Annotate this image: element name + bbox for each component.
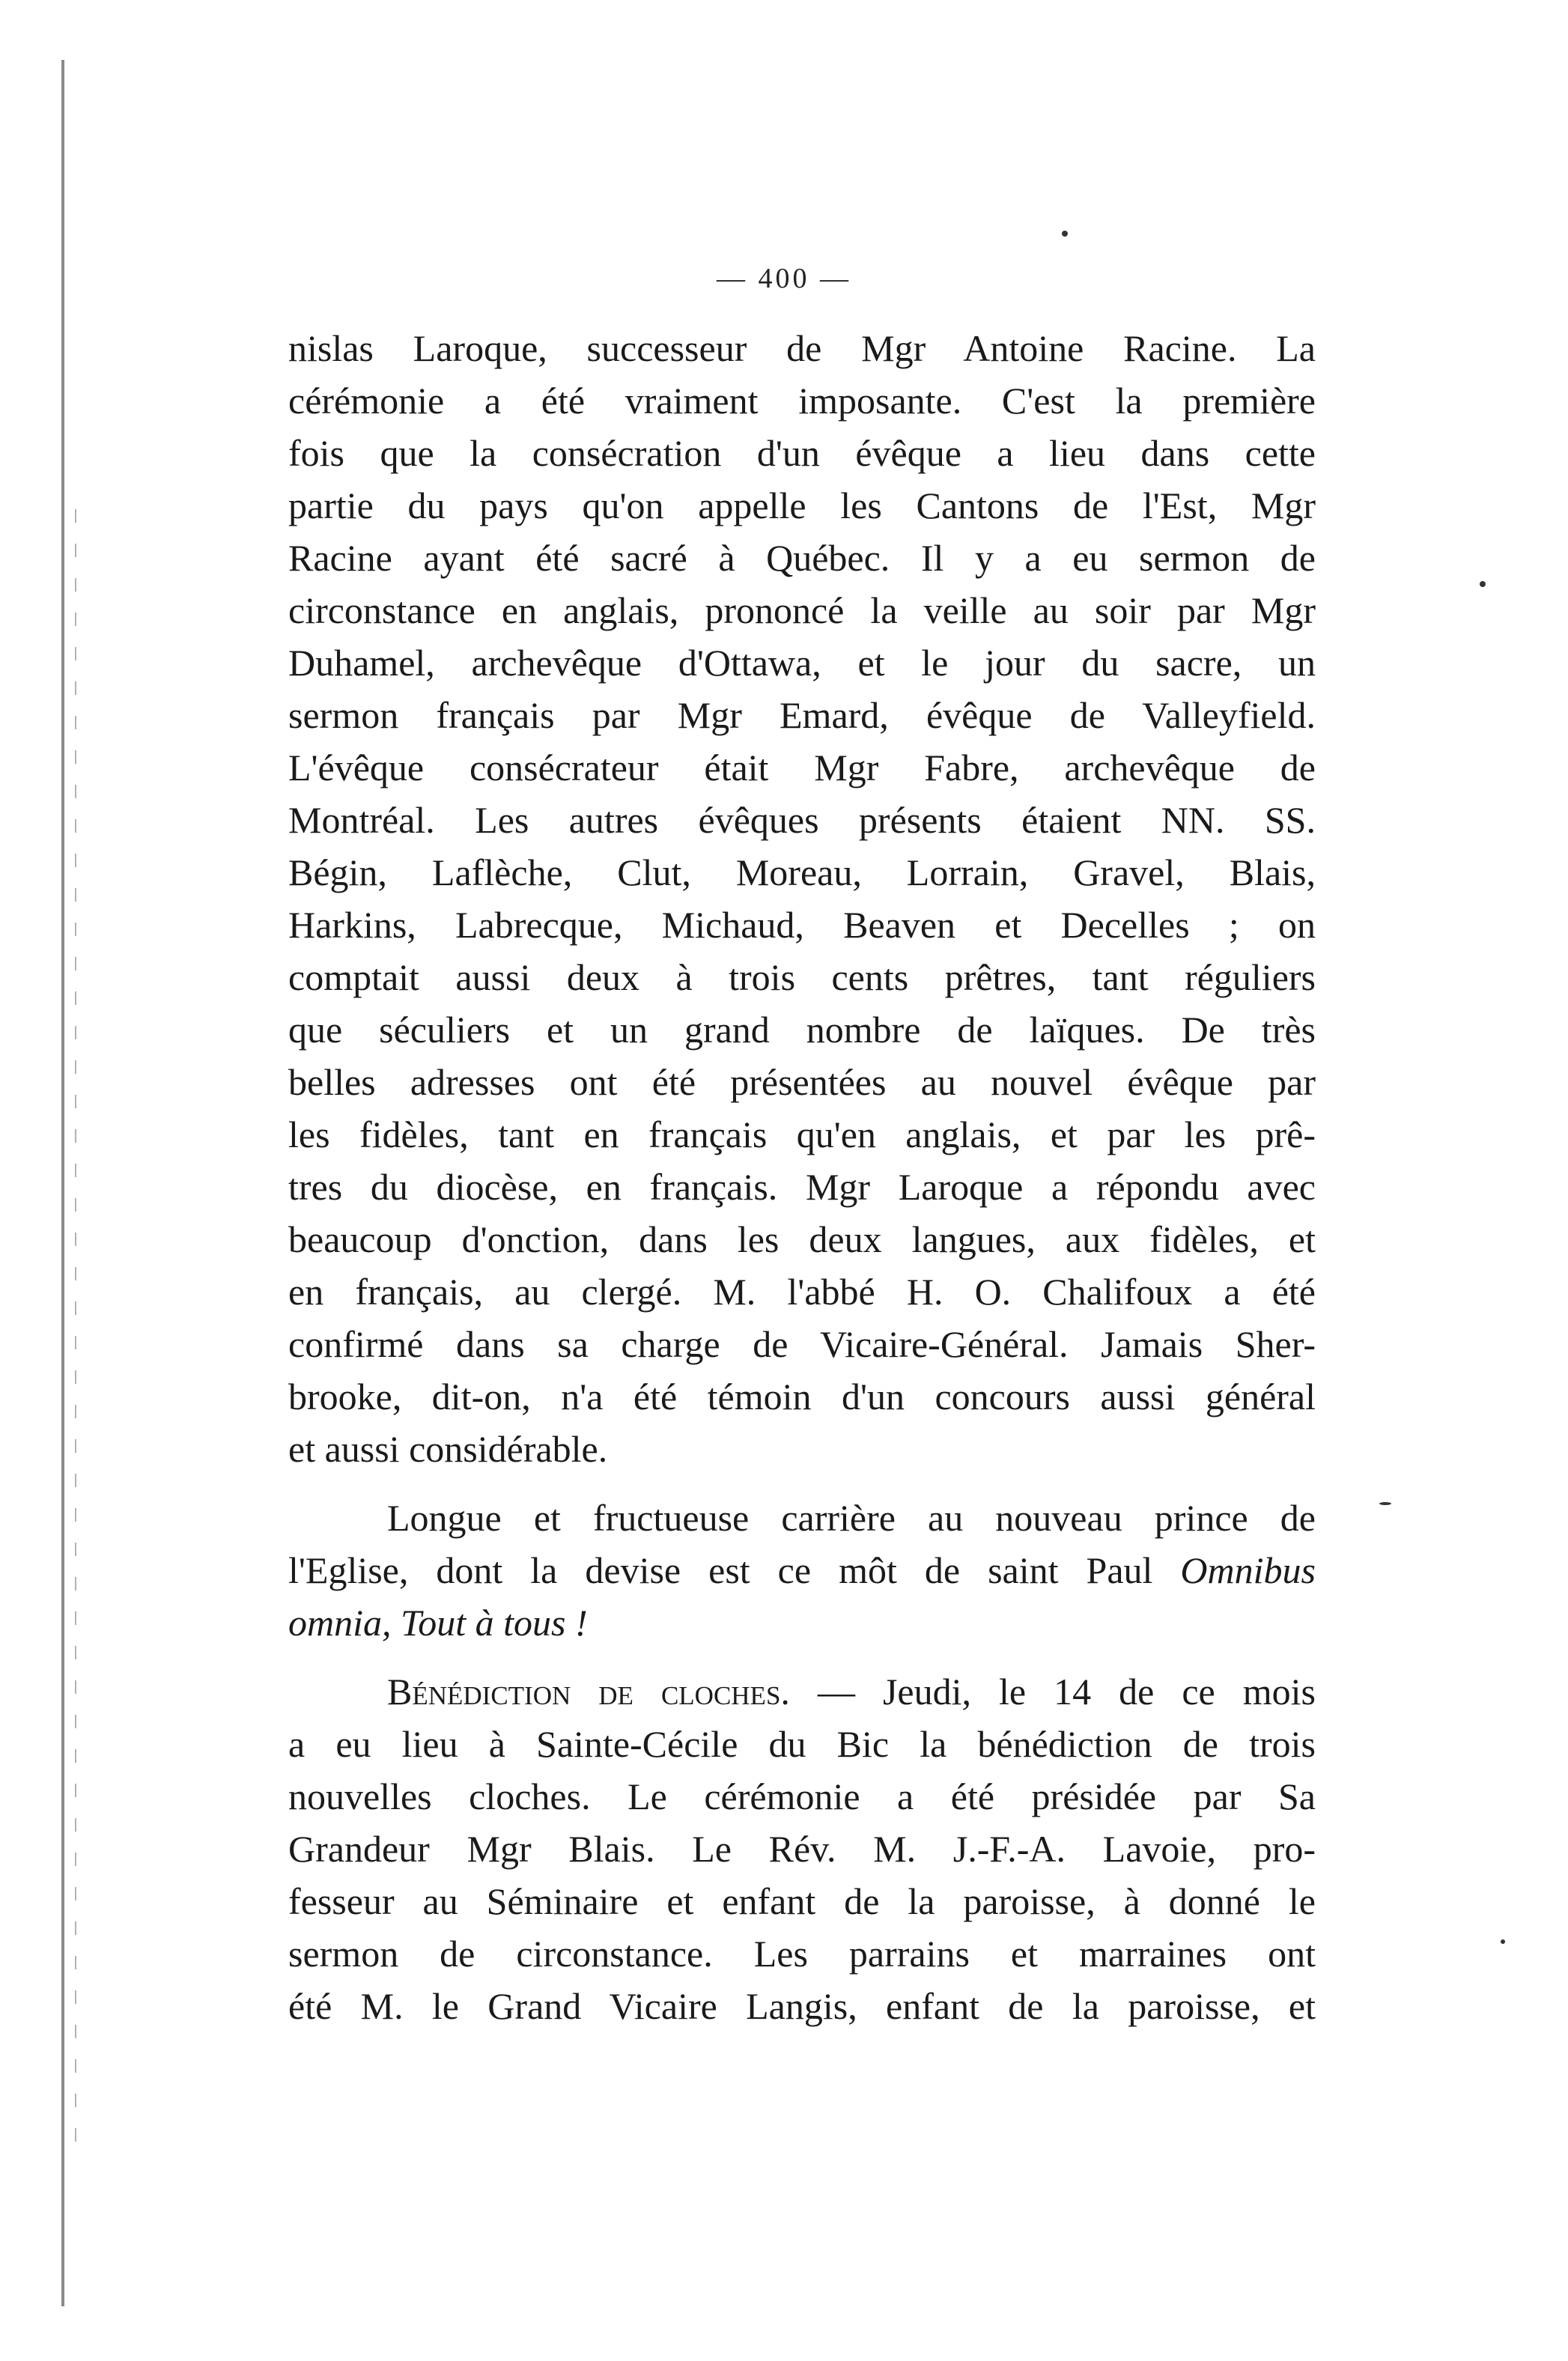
text-line: Longue et fructueuse carrière au nouveau prince de (387, 1497, 1316, 1539)
text-line: nouvelles cloches. Le cérémonie a été présidée par Sa (288, 1775, 1316, 1817)
text-line: Bégin, Laflèche, Clut, Moreau, Lorrain, Gravel, Blais, (288, 851, 1316, 893)
latin-motto: Omnibus (1180, 1549, 1316, 1591)
text-line: confirmé dans sa charge de Vicaire-Général. Jamais Sher- (288, 1323, 1316, 1365)
text-line: comptait aussi deux à trois cents prêtres, tant réguliers (288, 956, 1316, 998)
ink-speck (1480, 581, 1486, 587)
paragraph-2 (288, 1492, 1316, 1649)
ink-speck (1379, 1502, 1391, 1505)
text-line: cérémonie a été vraiment imposante. C'est la première (288, 380, 1316, 422)
text-line (288, 1544, 1316, 1596)
text-run: — Jeudi, le 14 de ce mois (817, 1671, 1316, 1713)
text-line: circonstance en anglais, prononcé la veille au soir par Mgr (288, 589, 1316, 631)
paragraph-3 (288, 1665, 1316, 2032)
motto-translation: omnia, Tout à tous ! (288, 1602, 588, 1644)
text-run: l'Eglise, dont la devise est ce môt de saint Paul (288, 1549, 1153, 1591)
ink-speck (1501, 1939, 1505, 1944)
text-line: Harkins, Labrecque, Michaud, Beaven et Decelles ; on (288, 904, 1316, 946)
text-line: sermon français par Mgr Emard, évêque de Valleyfield. (288, 694, 1316, 736)
text-line: brooke, dit-on, n'a été témoin d'un concours aussi général (288, 1376, 1316, 1417)
text-line: L'évêque consécrateur était Mgr Fabre, archevêque de (288, 747, 1316, 788)
paragraph-1 (288, 322, 1316, 1475)
text-line: nislas Laroque, successeur de Mgr Antoine Racine. La (288, 327, 1316, 369)
body-text (288, 322, 1316, 2032)
paragraph-gap (288, 1649, 1316, 1665)
text-line: sermon de circonstance. Les parrains et marraines ont (288, 1933, 1316, 1975)
text-line: Racine ayant été sacré à Québec. Il y a eu sermon de (288, 537, 1316, 579)
section-heading: Bénédiction de cloches. (387, 1671, 790, 1713)
text-line: a eu lieu à Sainte-Cécile du Bic la bénédiction de trois (288, 1723, 1316, 1765)
ink-speck (1062, 231, 1068, 237)
binding-edge (61, 60, 82, 2306)
text-line: Grandeur Mgr Blais. Le Rév. M. J.-F.-A. Lavoie, pro- (288, 1828, 1316, 1870)
text-line (288, 1596, 1316, 1649)
text-line: que séculiers et un grand nombre de laïques. De très (288, 1009, 1316, 1051)
text-line: belles adresses ont été présentées au nouvel évêque par (288, 1061, 1316, 1103)
text-line: en français, au clergé. M. l'abbé H. O. Chalifoux a été (288, 1271, 1316, 1313)
text-line: fesseur au Séminaire et enfant de la paroisse, à donné le (288, 1880, 1316, 1922)
text-line (288, 1665, 1316, 1718)
text-line: les fidèles, tant en français qu'en anglais, et par les prê- (288, 1113, 1316, 1155)
text-line: Duhamel, archevêque d'Ottawa, et le jour du sacre, un (288, 642, 1316, 684)
text-line: été M. le Grand Vicaire Langis, enfant de la paroisse, et (288, 1985, 1316, 2027)
paragraph-gap (288, 1475, 1316, 1492)
text-line: et aussi considérable. (288, 1428, 608, 1470)
text-line: tres du diocèse, en français. Mgr Laroque a répondu avec (288, 1166, 1316, 1208)
text-line: beaucoup d'onction, dans les deux langues, aux fidèles, et (288, 1218, 1316, 1260)
page-number: — 400 — (717, 263, 851, 294)
text-line: partie du pays qu'on appelle les Cantons de l'Est, Mgr (288, 484, 1316, 526)
text-line: fois que la consécration d'un évêque a lieu dans cette (288, 432, 1316, 474)
text-line: Montréal. Les autres évêques présents étaient NN. SS. (288, 799, 1316, 841)
